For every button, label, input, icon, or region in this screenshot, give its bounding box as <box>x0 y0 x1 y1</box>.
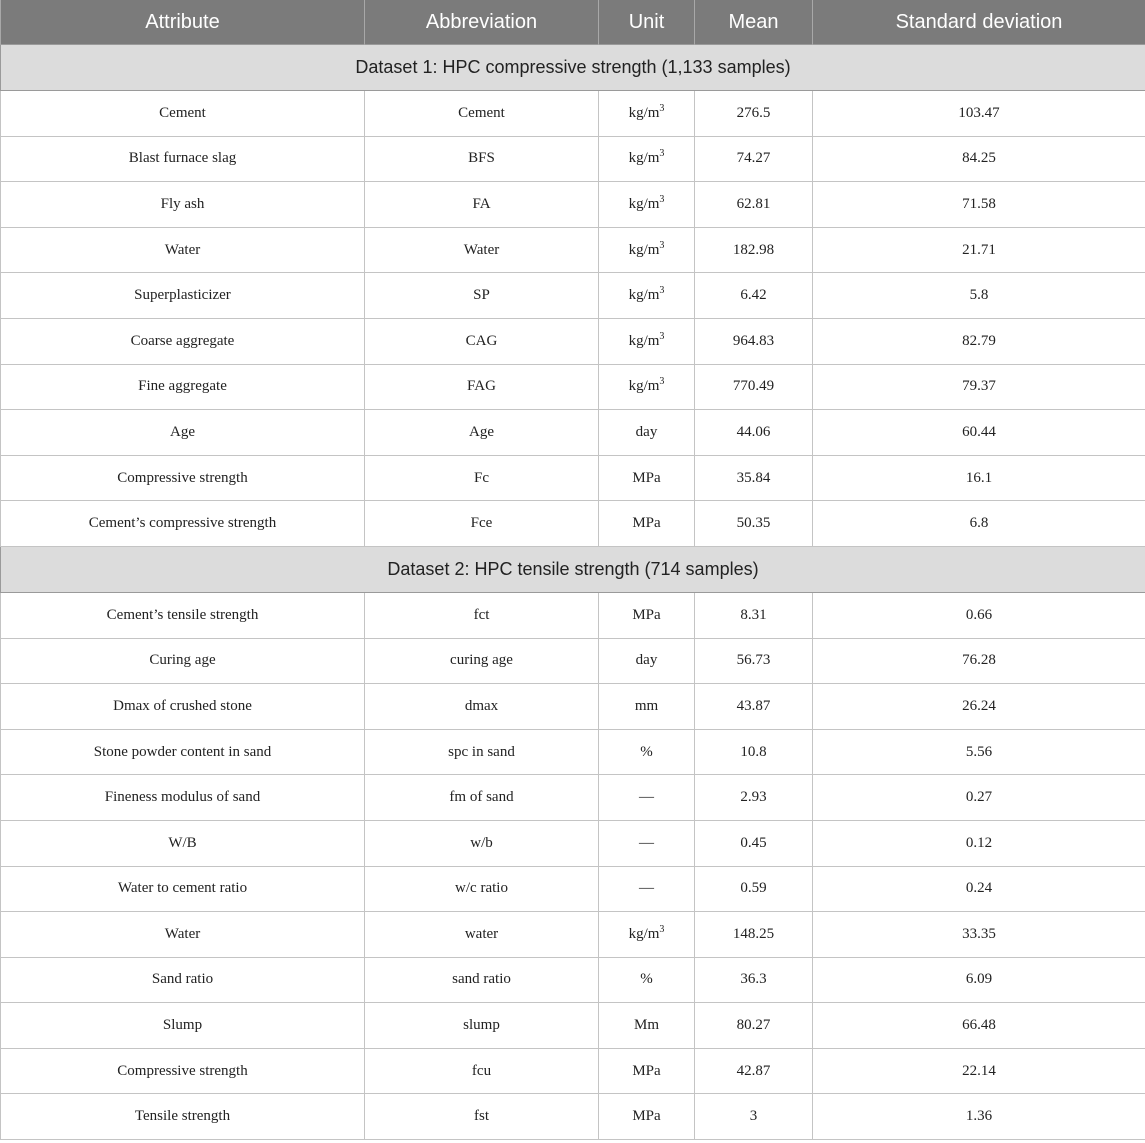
section-title: Dataset 1: HPC compressive strength (1,133 samples) <box>1 45 1145 91</box>
table-row <box>1 1003 1145 1049</box>
unit-exponent: 3 <box>659 285 665 297</box>
attribute-cell: Age <box>1 410 365 456</box>
unit-text: % <box>640 971 653 988</box>
table-row <box>1 136 1145 182</box>
unit-text: kg/m <box>628 241 660 258</box>
attribute-cell: Tensile strength <box>1 1094 365 1140</box>
unit-cell <box>599 182 695 228</box>
mean-cell: 10.8 <box>695 729 813 775</box>
std-cell: 76.28 <box>813 638 1145 684</box>
unit-text: — <box>639 834 654 851</box>
std-cell: 5.8 <box>813 273 1145 319</box>
std-cell: 82.79 <box>813 318 1145 364</box>
table-row <box>1 912 1145 958</box>
unit-exponent: 3 <box>659 330 665 342</box>
unit-cell <box>599 1048 695 1094</box>
unit-text: kg/m <box>628 150 660 167</box>
unit-cell <box>599 364 695 410</box>
unit-cell <box>599 684 695 730</box>
abbreviation-cell: Fce <box>365 501 599 547</box>
unit-text: — <box>639 789 654 806</box>
mean-cell: 74.27 <box>695 136 813 182</box>
abbreviation-cell: fm of sand <box>365 775 599 821</box>
unit-text: % <box>640 743 653 760</box>
attribute-cell: Sand ratio <box>1 957 365 1003</box>
section-header-row <box>1 45 1145 91</box>
unit-cell <box>599 227 695 273</box>
unit-text: — <box>639 880 654 897</box>
header-unit: Unit <box>599 0 695 45</box>
unit-text: MPa <box>632 1062 661 1079</box>
std-cell: 1.36 <box>813 1094 1145 1140</box>
attribute-cell: Fine aggregate <box>1 364 365 410</box>
abbreviation-cell: Age <box>365 410 599 456</box>
attribute-cell: Slump <box>1 1003 365 1049</box>
unit-cell <box>599 638 695 684</box>
unit-cell <box>599 318 695 364</box>
mean-cell: 6.42 <box>695 273 813 319</box>
unit-exponent: 3 <box>659 923 665 935</box>
table-row <box>1 866 1145 912</box>
table-row <box>1 318 1145 364</box>
table-row <box>1 410 1145 456</box>
header-attribute: Attribute <box>1 0 365 45</box>
mean-cell: 43.87 <box>695 684 813 730</box>
unit-cell <box>599 136 695 182</box>
std-cell: 0.24 <box>813 866 1145 912</box>
unit-exponent: 3 <box>659 239 665 251</box>
std-cell: 6.09 <box>813 957 1145 1003</box>
attribute-cell: Blast furnace slag <box>1 136 365 182</box>
mean-cell: 276.5 <box>695 91 813 137</box>
unit-text: MPa <box>632 515 661 532</box>
unit-exponent: 3 <box>659 102 665 114</box>
unit-cell <box>599 455 695 501</box>
table-row <box>1 592 1145 638</box>
table-row <box>1 1048 1145 1094</box>
mean-cell: 36.3 <box>695 957 813 1003</box>
unit-cell <box>599 912 695 958</box>
unit-text: kg/m <box>628 195 660 212</box>
unit-text: MPa <box>632 1108 661 1125</box>
unit-text: kg/m <box>628 287 660 304</box>
std-cell: 16.1 <box>813 455 1145 501</box>
mean-cell: 56.73 <box>695 638 813 684</box>
table-row <box>1 684 1145 730</box>
mean-cell: 42.87 <box>695 1048 813 1094</box>
table-row <box>1 182 1145 228</box>
std-cell: 84.25 <box>813 136 1145 182</box>
unit-cell <box>599 729 695 775</box>
unit-cell <box>599 957 695 1003</box>
table-row <box>1 775 1145 821</box>
unit-exponent: 3 <box>659 376 665 388</box>
table-row <box>1 273 1145 319</box>
mean-cell: 44.06 <box>695 410 813 456</box>
std-cell: 21.71 <box>813 227 1145 273</box>
abbreviation-cell: Cement <box>365 91 599 137</box>
header-mean: Mean <box>695 0 813 45</box>
table-row <box>1 91 1145 137</box>
abbreviation-cell: w/c ratio <box>365 866 599 912</box>
unit-cell <box>599 501 695 547</box>
mean-cell: 0.45 <box>695 820 813 866</box>
std-cell: 60.44 <box>813 410 1145 456</box>
std-cell: 33.35 <box>813 912 1145 958</box>
attribute-cell: Stone powder content in sand <box>1 729 365 775</box>
unit-cell <box>599 1094 695 1140</box>
table-row <box>1 364 1145 410</box>
abbreviation-cell: dmax <box>365 684 599 730</box>
unit-text: day <box>635 652 658 669</box>
abbreviation-cell: slump <box>365 1003 599 1049</box>
attribute-cell: Fineness modulus of sand <box>1 775 365 821</box>
attribute-cell: Cement’s compressive strength <box>1 501 365 547</box>
abbreviation-cell: curing age <box>365 638 599 684</box>
mean-cell: 182.98 <box>695 227 813 273</box>
std-cell: 103.47 <box>813 91 1145 137</box>
unit-text: MPa <box>632 606 661 623</box>
mean-cell: 8.31 <box>695 592 813 638</box>
std-cell: 0.66 <box>813 592 1145 638</box>
mean-cell: 62.81 <box>695 182 813 228</box>
attribute-cell: Water <box>1 227 365 273</box>
attribute-cell: Water <box>1 912 365 958</box>
unit-text: day <box>635 423 658 440</box>
abbreviation-cell: fcu <box>365 1048 599 1094</box>
attribute-cell: Compressive strength <box>1 455 365 501</box>
table-row <box>1 729 1145 775</box>
header-abbreviation: Abbreviation <box>365 0 599 45</box>
table-row <box>1 638 1145 684</box>
attribute-cell: Coarse aggregate <box>1 318 365 364</box>
header-standard-deviation: Standard deviation <box>813 0 1145 45</box>
std-cell: 22.14 <box>813 1048 1145 1094</box>
table-row <box>1 957 1145 1003</box>
section-title: Dataset 2: HPC tensile strength (714 samples) <box>1 546 1145 592</box>
abbreviation-cell: Water <box>365 227 599 273</box>
unit-cell <box>599 91 695 137</box>
mean-cell: 964.83 <box>695 318 813 364</box>
attribute-cell: Cement <box>1 91 365 137</box>
table-row <box>1 501 1145 547</box>
mean-cell: 35.84 <box>695 455 813 501</box>
unit-cell <box>599 273 695 319</box>
mean-cell: 2.93 <box>695 775 813 821</box>
abbreviation-cell: SP <box>365 273 599 319</box>
std-cell: 79.37 <box>813 364 1145 410</box>
unit-exponent: 3 <box>659 148 665 160</box>
abbreviation-cell: spc in sand <box>365 729 599 775</box>
abbreviation-cell: fst <box>365 1094 599 1140</box>
attribute-cell: Cement’s tensile strength <box>1 592 365 638</box>
unit-text: kg/m <box>628 332 660 349</box>
unit-exponent: 3 <box>659 193 665 205</box>
std-cell: 0.12 <box>813 820 1145 866</box>
unit-text: Mm <box>633 1017 659 1034</box>
attribute-cell: Dmax of crushed stone <box>1 684 365 730</box>
unit-cell <box>599 592 695 638</box>
abbreviation-cell: FAG <box>365 364 599 410</box>
table-body <box>1 45 1145 1140</box>
unit-text: kg/m <box>628 378 660 395</box>
attribute-cell: Compressive strength <box>1 1048 365 1094</box>
attribute-cell: Water to cement ratio <box>1 866 365 912</box>
unit-text: mm <box>634 697 659 714</box>
std-cell: 71.58 <box>813 182 1145 228</box>
attribute-cell: Curing age <box>1 638 365 684</box>
abbreviation-cell: Fc <box>365 455 599 501</box>
abbreviation-cell: sand ratio <box>365 957 599 1003</box>
unit-cell <box>599 1003 695 1049</box>
section-header-row <box>1 546 1145 592</box>
unit-text: kg/m <box>628 104 660 121</box>
std-cell: 26.24 <box>813 684 1145 730</box>
mean-cell: 80.27 <box>695 1003 813 1049</box>
attribute-cell: Superplasticizer <box>1 273 365 319</box>
unit-cell <box>599 410 695 456</box>
abbreviation-cell: FA <box>365 182 599 228</box>
unit-text: kg/m <box>628 925 660 942</box>
mean-cell: 148.25 <box>695 912 813 958</box>
std-cell: 6.8 <box>813 501 1145 547</box>
header-row <box>1 0 1145 45</box>
unit-text: MPa <box>632 469 661 486</box>
std-cell: 66.48 <box>813 1003 1145 1049</box>
unit-cell <box>599 775 695 821</box>
mean-cell: 0.59 <box>695 866 813 912</box>
attribute-cell: W/B <box>1 820 365 866</box>
table-row <box>1 227 1145 273</box>
abbreviation-cell: CAG <box>365 318 599 364</box>
table-row <box>1 820 1145 866</box>
mean-cell: 770.49 <box>695 364 813 410</box>
table-row <box>1 1094 1145 1140</box>
attribute-cell: Fly ash <box>1 182 365 228</box>
unit-cell <box>599 866 695 912</box>
abbreviation-cell: BFS <box>365 136 599 182</box>
abbreviation-cell: fct <box>365 592 599 638</box>
std-cell: 5.56 <box>813 729 1145 775</box>
mean-cell: 3 <box>695 1094 813 1140</box>
mean-cell: 50.35 <box>695 501 813 547</box>
abbreviation-cell: water <box>365 912 599 958</box>
abbreviation-cell: w/b <box>365 820 599 866</box>
table-row <box>1 455 1145 501</box>
unit-cell <box>599 820 695 866</box>
std-cell: 0.27 <box>813 775 1145 821</box>
